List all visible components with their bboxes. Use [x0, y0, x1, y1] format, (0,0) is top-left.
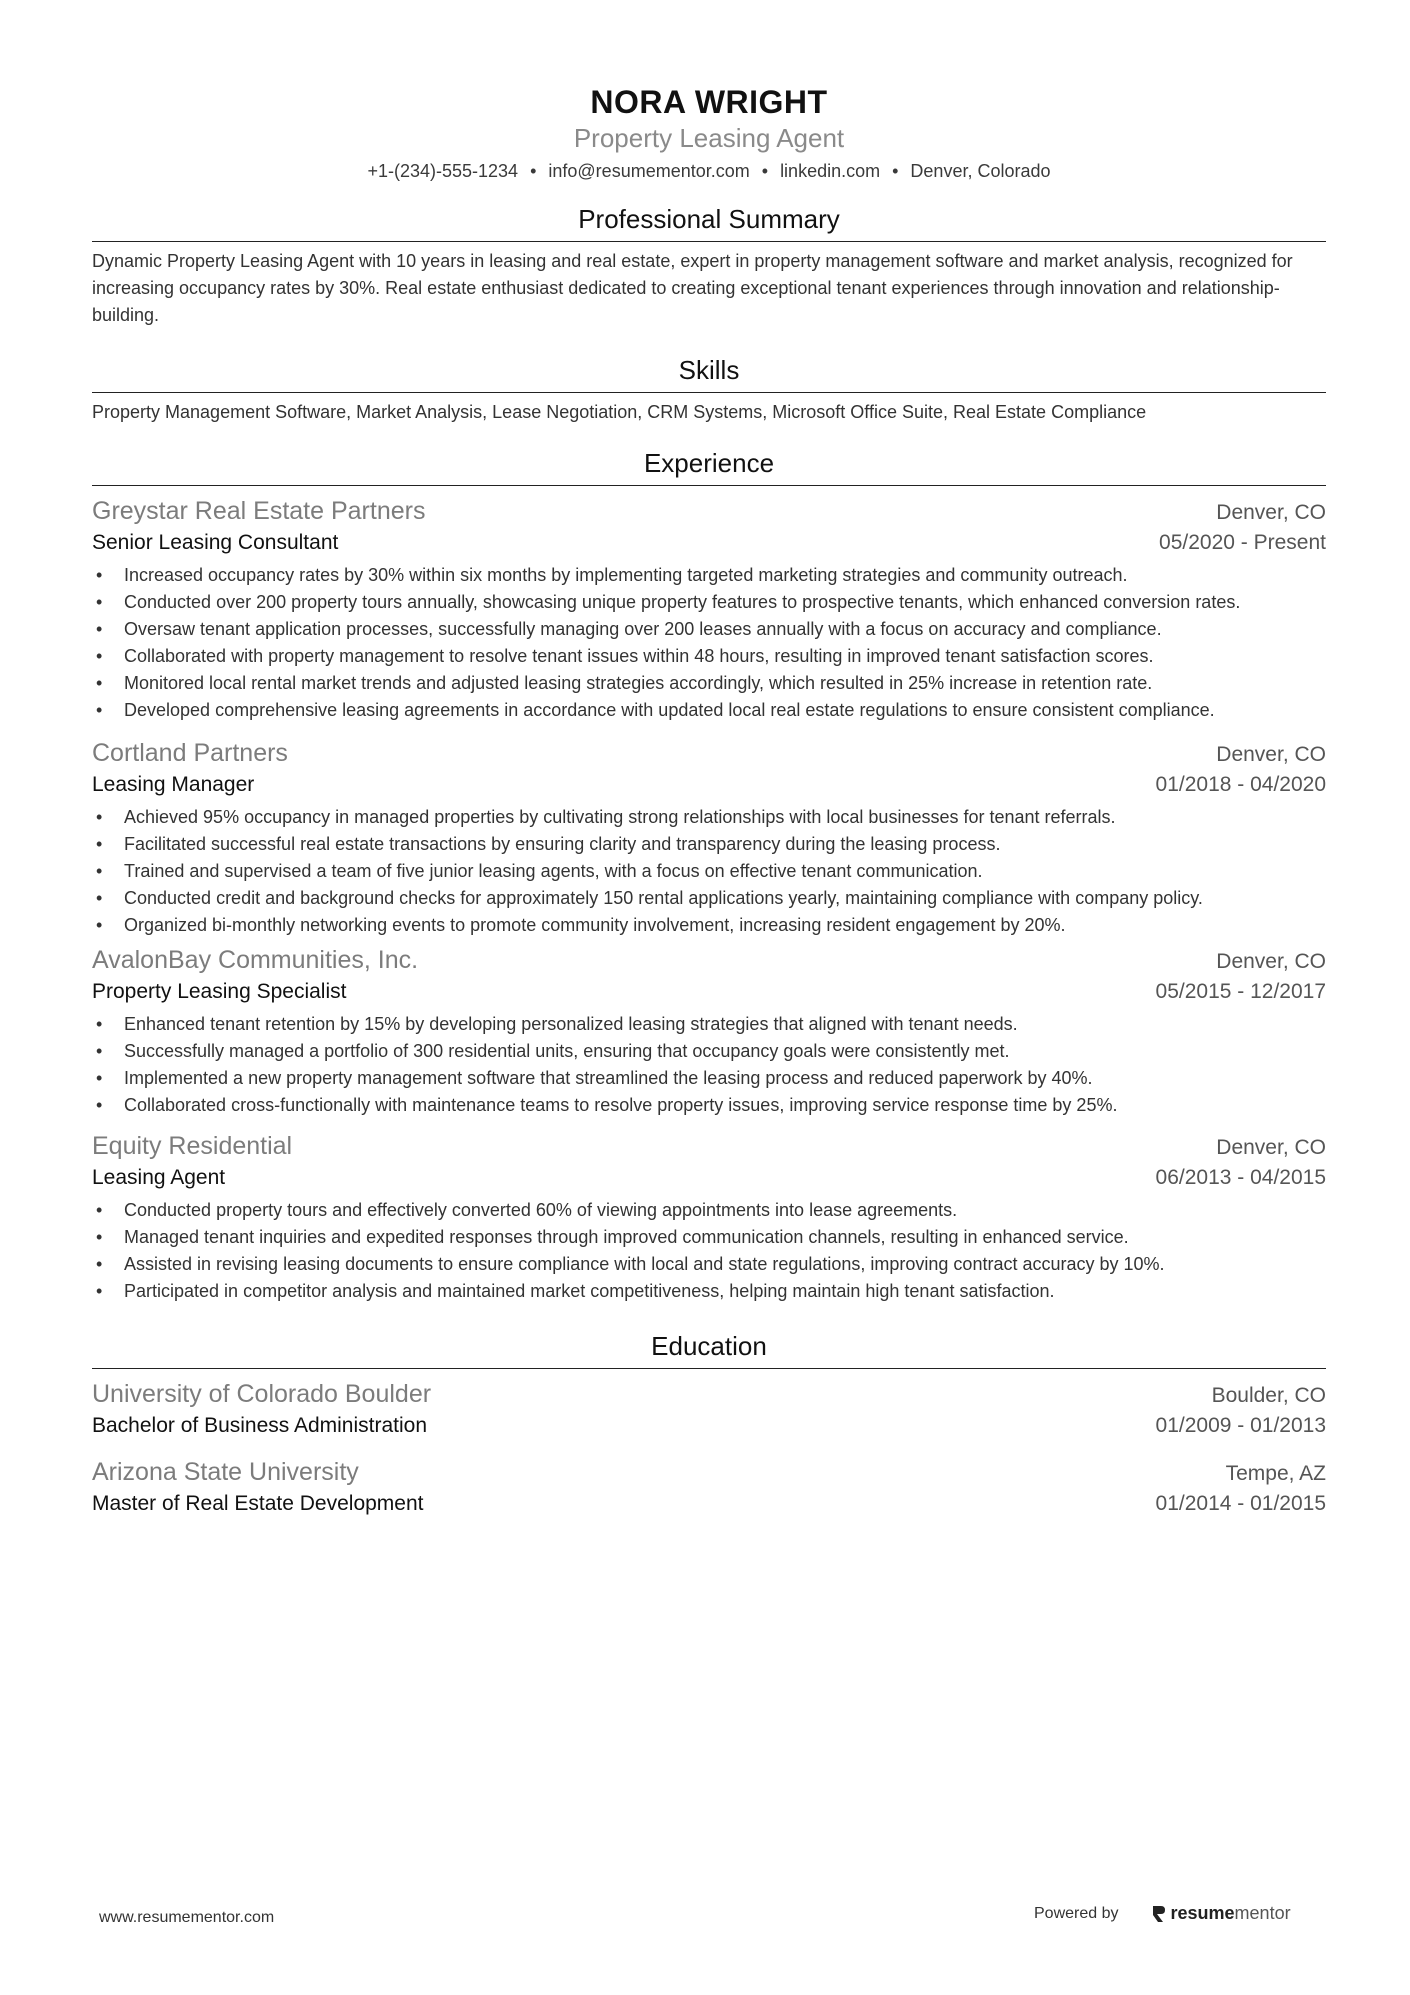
- experience-section: [92, 446, 1326, 1305]
- summary-text: Dynamic Property Leasing Agent with 10 years in leasing and real estate, expert in property management software and market analysis, recognized for increasing occupancy rates by 30%. Real estate enthusiast dedicated to creating exceptional tenant experiences through innovation and relationship-building.: [92, 251, 1293, 325]
- resumementor-logo-icon: [1151, 1904, 1167, 1924]
- skills-text: Property Management Software, Market Analysis, Lease Negotiation, CRM Systems, Microsoft Office Suite, Real Estate Compliance: [92, 402, 1147, 422]
- contact-linkedin[interactable]: linkedin.com: [780, 161, 881, 181]
- job-entry: [92, 736, 1326, 939]
- education-section: [92, 1329, 1326, 1519]
- skills-section: [92, 353, 1326, 426]
- resume-page: [92, 82, 1326, 1519]
- brand-logo[interactable]: [1151, 1903, 1291, 1924]
- job-dates: 01/2018 - 04/2020: [1155, 773, 1326, 796]
- job-title: Leasing Agent: [92, 1166, 226, 1189]
- bullet-item: • Developed comprehensive leasing agreements in accordance with updated local real estate regulations to ensure consistent compliance.: [92, 697, 1326, 724]
- section-title-summary: Professional Summary: [92, 202, 1326, 242]
- job-company: Equity Residential: [92, 1132, 293, 1160]
- job-dates: 05/2015 - 12/2017: [1155, 980, 1326, 1003]
- bullet-item: • Facilitated successful real estate transactions by ensuring clarity and transparency during the leasing process.: [92, 831, 1326, 858]
- job-bullets: [92, 562, 1326, 724]
- education-dates: 01/2009 - 01/2013: [1155, 1414, 1326, 1437]
- degree-title: Bachelor of Business Administration: [92, 1414, 428, 1437]
- separator-dot: •: [530, 161, 537, 181]
- job-bullets: [92, 1011, 1326, 1119]
- separator-dot: •: [892, 161, 899, 181]
- job-entry: [92, 1129, 1326, 1305]
- job-dates: 06/2013 - 04/2015: [1155, 1166, 1326, 1189]
- contact-line: [92, 158, 1326, 184]
- bullet-item: • Trained and supervised a team of five junior leasing agents, with a focus on effective tenant communication.: [92, 858, 1326, 885]
- section-title-experience: Experience: [92, 446, 1326, 486]
- bullet-item: • Assisted in revising leasing documents to ensure compliance with local and state regulations, improving contract accuracy by 10%.: [92, 1251, 1326, 1278]
- education-entry: [92, 1377, 1326, 1441]
- job-company: Cortland Partners: [92, 739, 288, 767]
- bullet-item: • Conducted property tours and effectively converted 60% of viewing appointments into lease agreements.: [92, 1197, 1326, 1224]
- contact-phone: +1-(234)-555-1234: [367, 161, 519, 181]
- candidate-name: NORA WRIGHT: [590, 84, 828, 120]
- bullet-item: • Oversaw tenant application processes, successfully managing over 200 leases annually with a focus on accuracy and compliance.: [92, 616, 1326, 643]
- bullet-item: • Implemented a new property management software that streamlined the leasing process and reduced paperwork by 40%.: [92, 1065, 1326, 1092]
- bullet-item: • Participated in competitor analysis and maintained market competitiveness, helping maintain high tenant satisfaction.: [92, 1278, 1326, 1305]
- job-location: Denver, CO: [1216, 1136, 1326, 1159]
- job-company: Greystar Real Estate Partners: [92, 497, 426, 525]
- job-entry: [92, 494, 1326, 724]
- brand-name-light: mentor: [1234, 1903, 1291, 1923]
- bullet-item: • Monitored local rental market trends and adjusted leasing strategies accordingly, which resulted in 25% increase in retention rate.: [92, 670, 1326, 697]
- bullet-item: • Collaborated cross-functionally with maintenance teams to resolve property issues, improving service response time by 25%.: [92, 1092, 1326, 1119]
- job-location: Denver, CO: [1216, 501, 1326, 524]
- job-company: AvalonBay Communities, Inc.: [92, 946, 419, 974]
- school-location: Tempe, AZ: [1225, 1462, 1326, 1485]
- bullet-item: • Successfully managed a portfolio of 300 residential units, ensuring that occupancy goals were consistently met.: [92, 1038, 1326, 1065]
- bullet-item: • Organized bi-monthly networking events to promote community involvement, increasing resident engagement by 20%.: [92, 912, 1326, 939]
- resume-header: [92, 82, 1326, 184]
- job-entry: [92, 943, 1326, 1119]
- degree-title: Master of Real Estate Development: [92, 1492, 424, 1515]
- footer-website[interactable]: www.resumementor.com: [99, 1909, 275, 1926]
- bullet-item: • Achieved 95% occupancy in managed properties by cultivating strong relationships with local businesses for tenant referrals.: [92, 804, 1326, 831]
- powered-by-label: Powered by: [1034, 1904, 1119, 1922]
- education-dates: 01/2014 - 01/2015: [1155, 1492, 1326, 1515]
- separator-dot: •: [761, 161, 769, 181]
- job-title: Leasing Manager: [92, 773, 255, 796]
- section-title-education: Education: [92, 1329, 1326, 1369]
- job-title: Property Leasing Specialist: [92, 980, 347, 1003]
- school-name: Arizona State University: [92, 1458, 359, 1486]
- brand-name-bold: resume: [1170, 1903, 1235, 1923]
- contact-email[interactable]: info@resumementor.com: [548, 161, 750, 181]
- job-bullets: [92, 804, 1326, 939]
- job-title: Senior Leasing Consultant: [92, 531, 339, 554]
- footer-powered-by: [1034, 1903, 1291, 1924]
- job-dates: 05/2020 - Present: [1159, 531, 1326, 554]
- summary-section: [92, 202, 1326, 329]
- bullet-item: • Collaborated with property management to resolve tenant issues within 48 hours, resulting in improved tenant satisfaction scores.: [92, 643, 1326, 670]
- education-entry: [92, 1455, 1326, 1519]
- school-location: Boulder, CO: [1211, 1384, 1326, 1407]
- job-location: Denver, CO: [1216, 950, 1326, 973]
- candidate-role: Property Leasing Agent: [573, 123, 845, 153]
- job-bullets: [92, 1197, 1326, 1305]
- bullet-item: • Managed tenant inquiries and expedited responses through improved communication channels, resulting in enhanced service.: [92, 1224, 1326, 1251]
- school-name: University of Colorado Boulder: [92, 1380, 432, 1408]
- bullet-item: • Conducted over 200 property tours annually, showcasing unique property features to prospective tenants, which enhanced conversion rates.: [92, 589, 1326, 616]
- bullet-item: • Conducted credit and background checks for approximately 150 rental applications yearly, maintaining compliance with company policy.: [92, 885, 1326, 912]
- contact-location: Denver, Colorado: [910, 161, 1051, 181]
- section-title-skills: Skills: [92, 353, 1326, 393]
- job-location: Denver, CO: [1216, 743, 1326, 766]
- bullet-item: • Increased occupancy rates by 30% within six months by implementing targeted marketing strategies and community outreach.: [92, 562, 1326, 589]
- bullet-item: • Enhanced tenant retention by 15% by developing personalized leasing strategies that aligned with tenant needs.: [92, 1011, 1326, 1038]
